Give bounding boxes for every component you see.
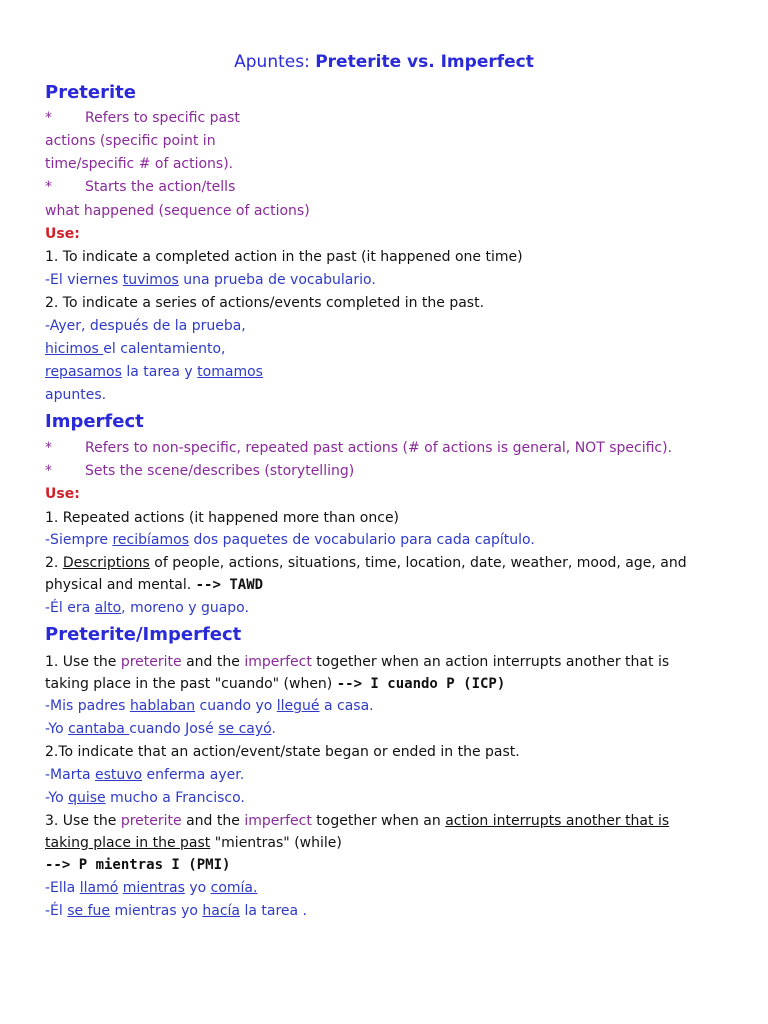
verb: comía. (210, 880, 258, 896)
text: 3. Use the (45, 813, 121, 829)
text: yo (184, 880, 211, 896)
preterite-bullet-1-cont: actions (specific point in (45, 133, 216, 149)
text: -Siempre (45, 532, 113, 548)
text: together when an action interrupts another that is (311, 654, 670, 670)
bullet-star: * (45, 110, 52, 126)
heading-imperfect: Imperfect (45, 411, 144, 432)
both-rule-1 (45, 653, 669, 671)
verb: estuvo (94, 767, 143, 783)
imperfect-use-2-cont (45, 576, 263, 594)
imperfect-use-2 (45, 554, 687, 572)
both-example-3 (45, 766, 244, 784)
text: physical and mental. (45, 577, 196, 593)
bullet-star: * (45, 463, 52, 479)
adjective: alto (94, 600, 122, 616)
term-preterite: preterite (120, 813, 182, 829)
text: -Ella (45, 880, 80, 896)
text: dos paquetes de vocabulario para cada capítulo. (189, 532, 535, 548)
text: -Él (45, 903, 68, 919)
both-rule-1-cont (45, 675, 505, 693)
verb: tuvimos (122, 272, 179, 288)
preterite-example-2d: apuntes. (45, 387, 107, 403)
both-example-1 (45, 697, 374, 715)
heading-preterite-imperfect: Preterite/Imperfect (45, 624, 242, 645)
text: "mientras" (while) (210, 835, 342, 851)
imperfect-example-2 (45, 599, 249, 617)
text: Refers to non-specific, repeated past actions (# of actions is general, NOT specific). (85, 440, 673, 456)
preterite-example-2b (45, 340, 226, 358)
both-example-6 (45, 902, 307, 920)
preterite-example-1 (45, 271, 376, 289)
preterite-example-2c (45, 363, 263, 381)
text: la tarea . (240, 903, 307, 919)
verb: quise (68, 790, 106, 806)
text: action interrupts another that is (445, 813, 670, 829)
imperfect-use-1: 1. Repeated actions (it happened more than once) (45, 510, 400, 526)
text: mientras yo (110, 903, 203, 919)
verb: hicimos (45, 341, 104, 357)
page-title (0, 52, 768, 72)
both-rule-3 (45, 812, 669, 830)
text: taking place in the past (45, 835, 211, 851)
verb: llegué (276, 698, 320, 714)
text: Refers to specific past (85, 110, 240, 126)
verb: se cayó (218, 721, 272, 737)
text: la tarea y (121, 364, 198, 380)
both-rule-2: 2.To indicate that an action/event/state began or ended in the past. (45, 744, 520, 760)
verb: recibíamos (112, 532, 189, 548)
mnemonic: --> I cuando P (ICP) (336, 676, 506, 692)
verb: llamó (79, 880, 119, 896)
mnemonic: --> TAWD (195, 577, 264, 593)
keyword: Descriptions (62, 555, 150, 571)
imperfect-bullet-2 (45, 462, 354, 480)
text: -Él era (45, 600, 95, 616)
preterite-use-label: Use: (45, 226, 80, 242)
text: -Yo (45, 721, 69, 737)
text: together when an (311, 813, 446, 829)
text: taking place in the past "cuando" (when) (45, 676, 337, 692)
text: a casa. (319, 698, 374, 714)
text: . (271, 721, 276, 737)
title-main: Preterite vs. Imperfect (315, 52, 534, 72)
verb: hablaban (129, 698, 196, 714)
text: 2. (45, 555, 63, 571)
heading-preterite: Preterite (45, 82, 136, 103)
preterite-bullet-2-cont: what happened (sequence of actions) (45, 203, 310, 219)
text: enferma ayer. (142, 767, 245, 783)
text: cuando José (129, 721, 219, 737)
text: el calentamiento, (103, 341, 226, 357)
verb: mientras (122, 880, 185, 896)
term-imperfect: imperfect (244, 654, 312, 670)
text: -Marta (45, 767, 95, 783)
both-example-2 (45, 720, 276, 738)
preterite-example-2a: -Ayer, después de la prueba, (45, 318, 246, 334)
preterite-use-2: 2. To indicate a series of actions/events completed in the past. (45, 295, 485, 311)
text: una prueba de vocabulario. (178, 272, 376, 288)
term-preterite: preterite (120, 654, 182, 670)
verb: cantaba (68, 721, 130, 737)
both-example-4 (45, 789, 245, 807)
verb: hacía (202, 903, 240, 919)
verb: repasamos (45, 364, 122, 380)
verb: se fue (67, 903, 111, 919)
preterite-bullet-1-cont2: time/specific # of actions). (45, 156, 234, 172)
preterite-bullet-2 (45, 178, 235, 196)
text: mucho a Francisco. (105, 790, 245, 806)
text: Starts the action/tells (85, 179, 236, 195)
imperfect-bullet-1 (45, 439, 672, 457)
text: -Mis padres (45, 698, 130, 714)
preterite-use-1: 1. To indicate a completed action in the past (it happened one time) (45, 249, 523, 265)
title-prefix: Apuntes: (234, 52, 316, 72)
text: -Yo (45, 790, 69, 806)
bullet-star: * (45, 179, 52, 195)
text: and the (181, 654, 245, 670)
text: 1. Use the (45, 654, 121, 670)
text: , moreno y guapo. (121, 600, 249, 616)
text: and the (181, 813, 245, 829)
imperfect-use-label: Use: (45, 486, 80, 502)
verb: tomamos (197, 364, 263, 380)
text: Sets the scene/describes (storytelling) (85, 463, 355, 479)
both-example-5 (45, 879, 257, 897)
text: of people, actions, situations, time, location, date, weather, mood, age, and (149, 555, 687, 571)
text: cuando yo (195, 698, 277, 714)
text: -El viernes (45, 272, 123, 288)
preterite-bullet-1 (45, 109, 240, 127)
both-rule-3-cont (45, 834, 342, 852)
term-imperfect: imperfect (244, 813, 312, 829)
imperfect-example-1 (45, 531, 535, 549)
both-mnemonic-pmi: --> P mientras I (PMI) (45, 857, 231, 873)
bullet-star: * (45, 440, 52, 456)
